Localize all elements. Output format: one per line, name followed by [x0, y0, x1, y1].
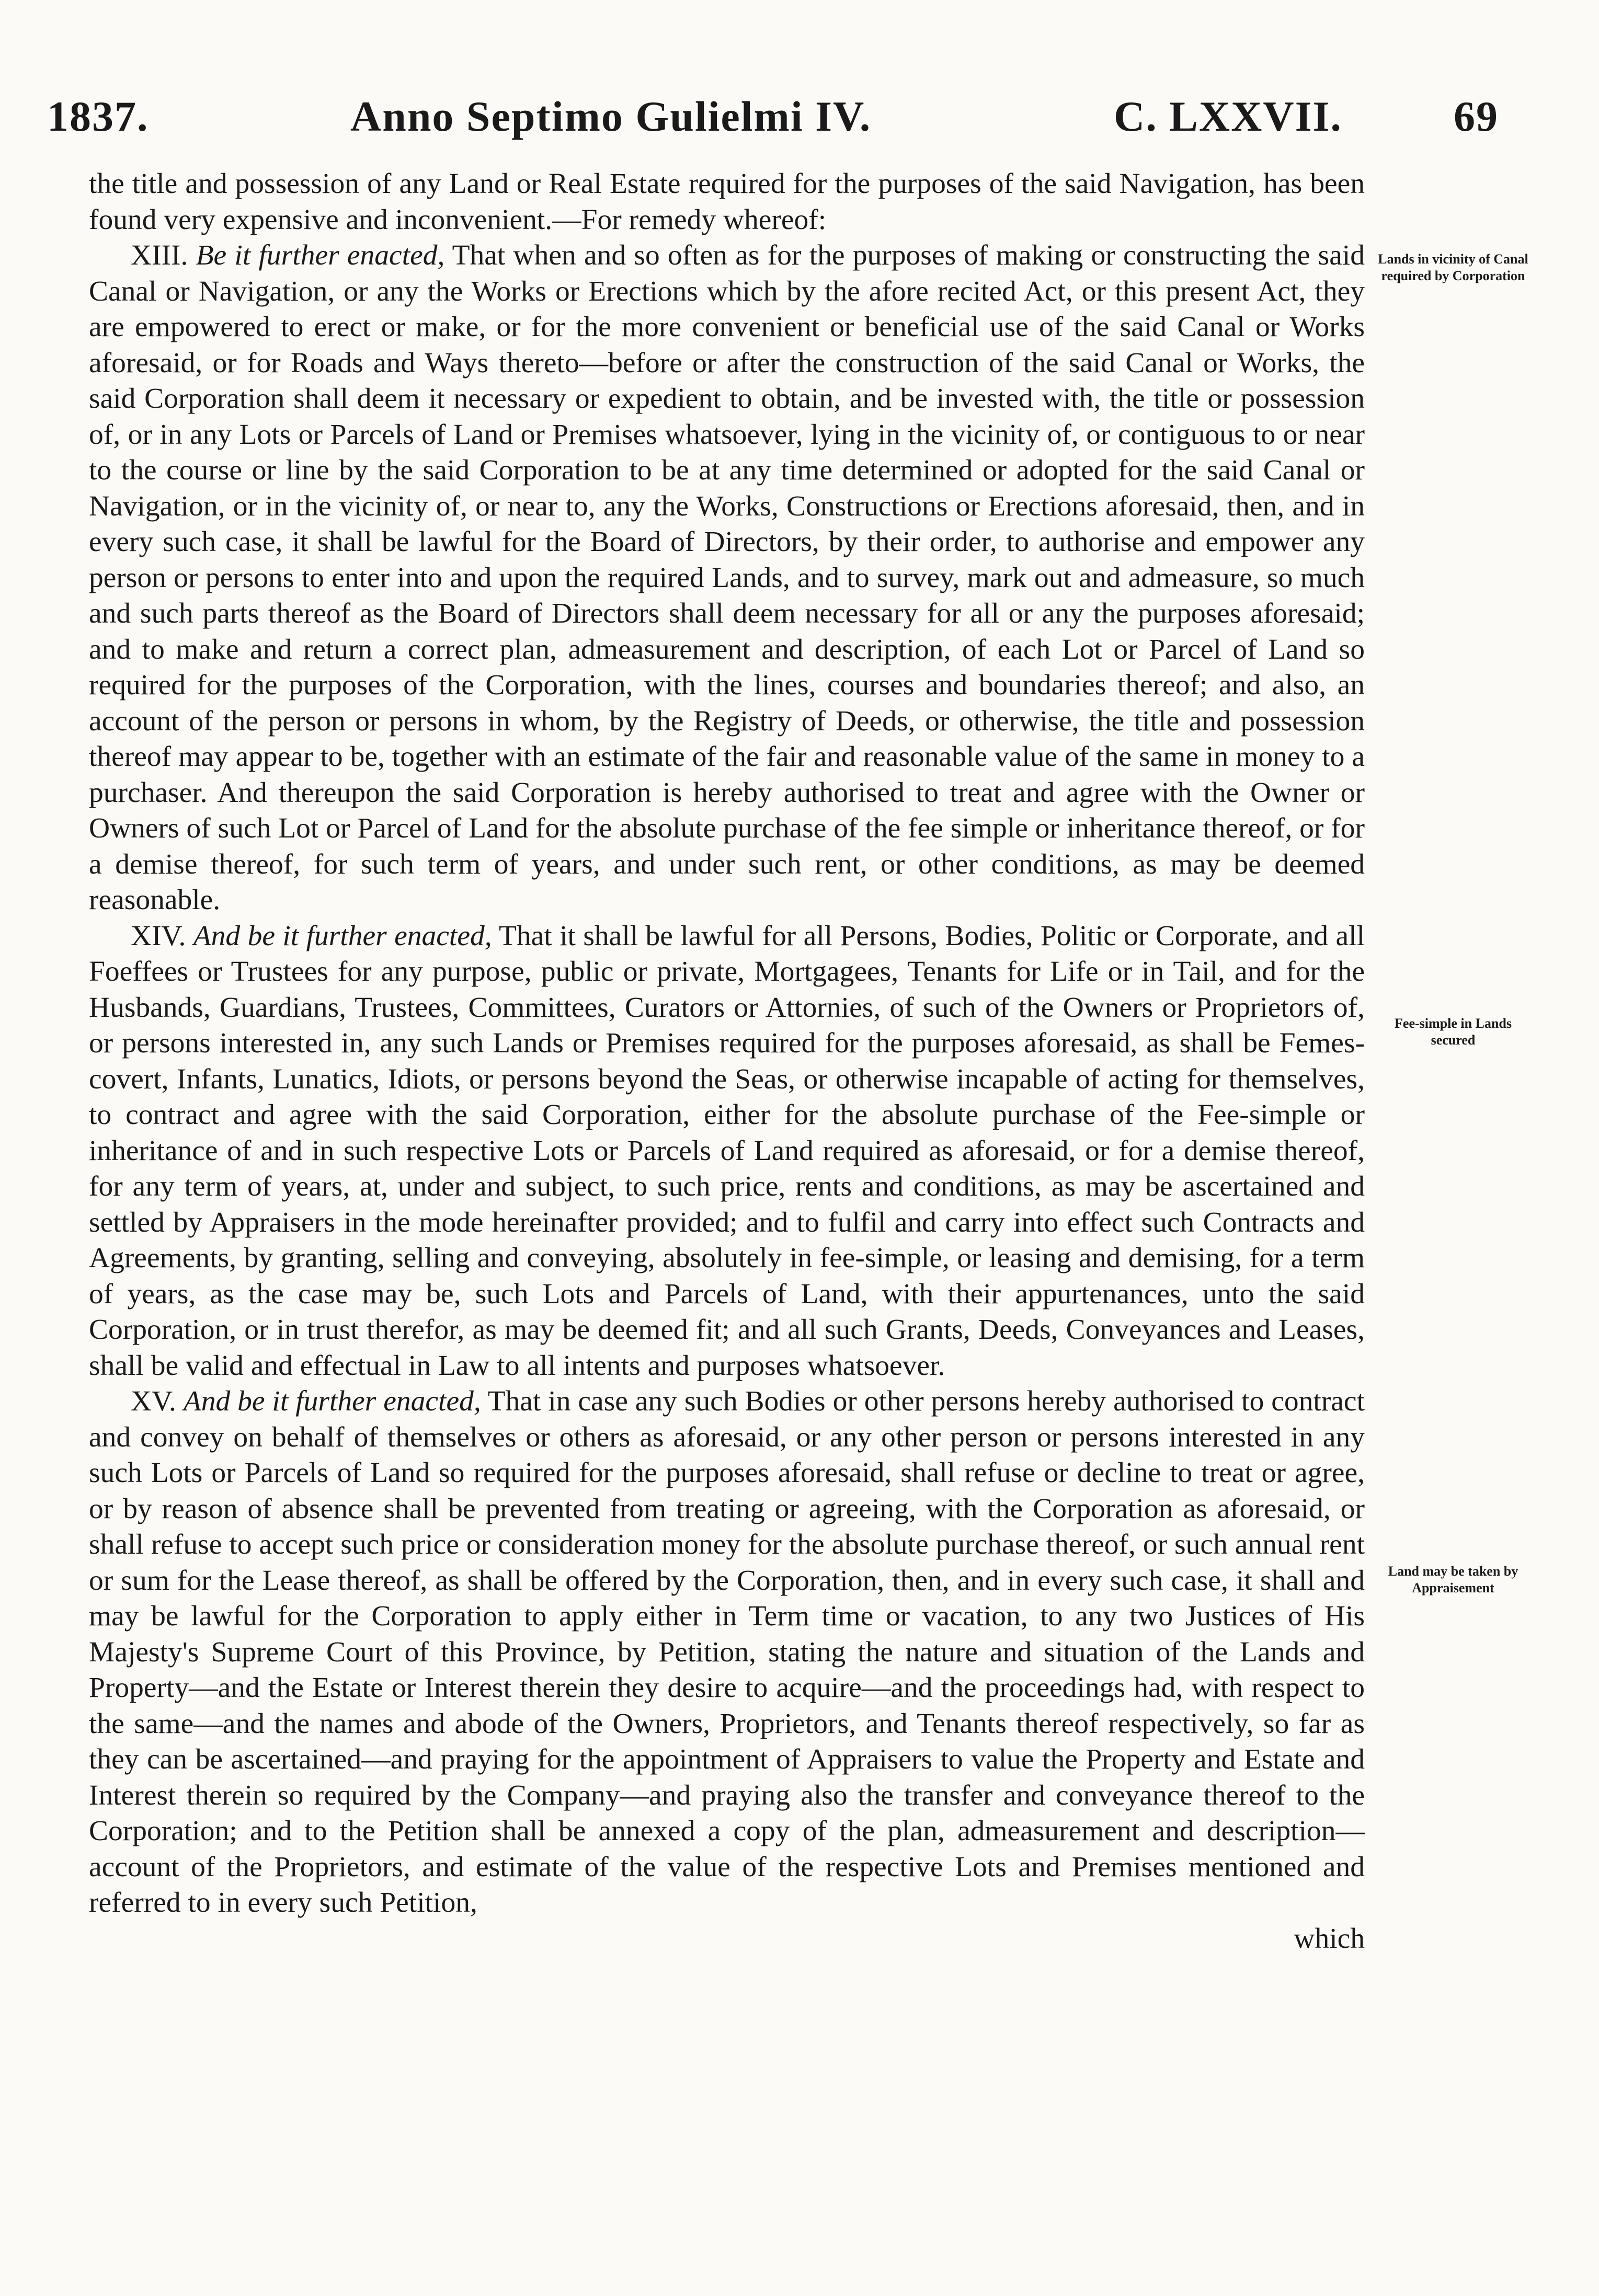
catchword: which [1294, 1922, 1365, 1955]
margin-note-section-14: Fee-simple in Lands secured [1395, 1016, 1512, 1048]
section-14-number: XIV. [131, 920, 186, 952]
page-number: 69 [1454, 93, 1499, 140]
section-14-enacting-clause: And be it further enacted, [193, 920, 492, 952]
section-13-number: XIII. [131, 239, 188, 271]
intro-paragraph: the title and possession of any Land or Real Estate required for the purposes of the said Navigation, has been found very expensive and inconvenient.—For remedy whereof: [89, 168, 1365, 236]
section-14-text: That it shall be lawful for all Persons, Bodies, Politic or Corporate, and all Foeffees or Trustees for any purpose, public or private, Mortgagees, Tenants for Life or in Tail, and for the Husbands, Guardians, Trustees, Committees, Curators or Attornies, of such of the Owners or Proprietors of, or persons interested in, any such Lands or Premises required for the purposes aforesaid, as shall be Femes-covert, Infants, Lunatics, Idiots, or persons beyond the Seas, or otherwise incapable of acting for themselves, to contract and agree with the said Corporation, either for the absolute purchase of the Fee-simple or inheritance of and in such respective Lots or Parcels of Land required as aforesaid, or for a demise thereof, for any term of years, at, under and subject, to such price, rents and conditions, as may be ascertained and settled by Appraisers in the mode hereinafter provided; and to fulfil and carry into effect such Contracts and Agreements, by granting, selling and conveying, absolutely in fee-simple, or leasing and demising, for a term of years, as the case may be, such Lots and Parcels of Land, with their appurtenances, unto the said Corporation, or in trust therefor, as may be deemed fit; and all such Grants, Deeds, Conveyances and Leases, shall be valid and effectual in Law to all intents and purposes whatsoever. [89, 920, 1365, 1382]
section-13-text: That when and so often as for the purposes of making or constructing the said Canal or Navigation, or any the Works or Erections which by the afore recited Act, or this present Act, they are empowered to erect or make, or for the more convenient or beneficial use of the said Canal or Works aforesaid, or for Roads and Ways thereto—before or after the construction of the said Canal or Works, the said Corporation shall deem it necessary or expedient to obtain, and be invested with, the title or possession of, or in any Lots or Parcels of Land or Premises whatsoever, lying in the vicinity of, or contiguous to or near to the course or line by the said Corporation to be at any time determined or adopted for the said Canal or Navigation, or in the vicinity of, or near to, any the Works, Constructions or Erections aforesaid, then, and in every such case, it shall be lawful for the Board of Directors, by their order, to authorise and empower any person or persons to enter into and upon the required Lands, and to survey, mark out and admeasure, so much and such parts thereof as the Board of Directors shall deem necessary for all or any the purposes aforesaid; and to make and return a correct plan, admeasurement and description, of each Lot or Parcel of Land so required for the purposes of the Corporation, with the lines, courses and boundaries thereof; and also, an account of the person or persons in whom, by the Registry of Deeds, or otherwise, the title and possession thereof may appear to be, together with an estimate of the fair and reasonable value of the same in money to a purchaser. And thereupon the said Corporation is hereby authorised to treat and agree with the Owner or Owners of such Lot or Parcel of Land for the absolute purchase of the fee simple or inheritance thereof, or for a demise thereof, for such term of years, and under such rent, or other conditions, as may be deemed reasonable. [89, 239, 1365, 916]
section-14 [89, 919, 1365, 1384]
header-chapter: C. LXXVII. [1114, 93, 1342, 140]
section-15 [89, 1384, 1365, 1921]
section-13 [89, 238, 1365, 919]
running-header [47, 92, 1532, 150]
section-15-number: XV. [131, 1385, 176, 1417]
statute-body [89, 166, 1365, 1957]
header-year: 1837. [47, 93, 149, 140]
margin-note-section-15: Land may be taken by Appraisement [1388, 1564, 1518, 1595]
header-title: Anno Septimo Gulielmi IV. [350, 93, 872, 140]
section-13-enacting-clause: Be it further enacted, [196, 239, 445, 271]
section-15-text: That in case any such Bodies or other persons hereby authorised to contract and convey on behalf of themselves or others as aforesaid, or any other person or persons interested in any such Lots or Parcels of Land so required for the purposes aforesaid, shall refuse or decline to treat or agree, or by reason of absence shall be prevented from treating or agreeing, with the Corporation as aforesaid, or shall refuse to accept such price or consideration money for the absolute purchase thereof, or such annual rent or sum for the Lease thereof, as shall be offered by the Corporation, then, and in every such case, it shall and may be lawful for the Corporation to apply either in Term time or vacation, to any two Justices of His Majesty's Supreme Court of this Province, by Petition, stating the nature and situation of the Lands and Property—and the Estate or Interest therein they desire to acquire—and the proceedings had, with respect to the same—and the names and abode of the Owners, Proprietors, and Tenants thereof respectively, so far as they can be ascertained—and praying for the appointment of Appraisers to value the Property and Estate and Interest therein so required by the Company—and praying also the transfer and conveyance thereof to the Corporation; and to the Petition shall be annexed a copy of the plan, admeasurement and description—account of the Proprietors, and estimate of the value of the respective Lots and Premises mentioned and referred to in every such Petition, [89, 1385, 1365, 1919]
margin-note-section-13: Lands in vicinity of Canal required by Corporation [1378, 251, 1528, 283]
section-15-enacting-clause: And be it further enacted, [183, 1385, 481, 1417]
